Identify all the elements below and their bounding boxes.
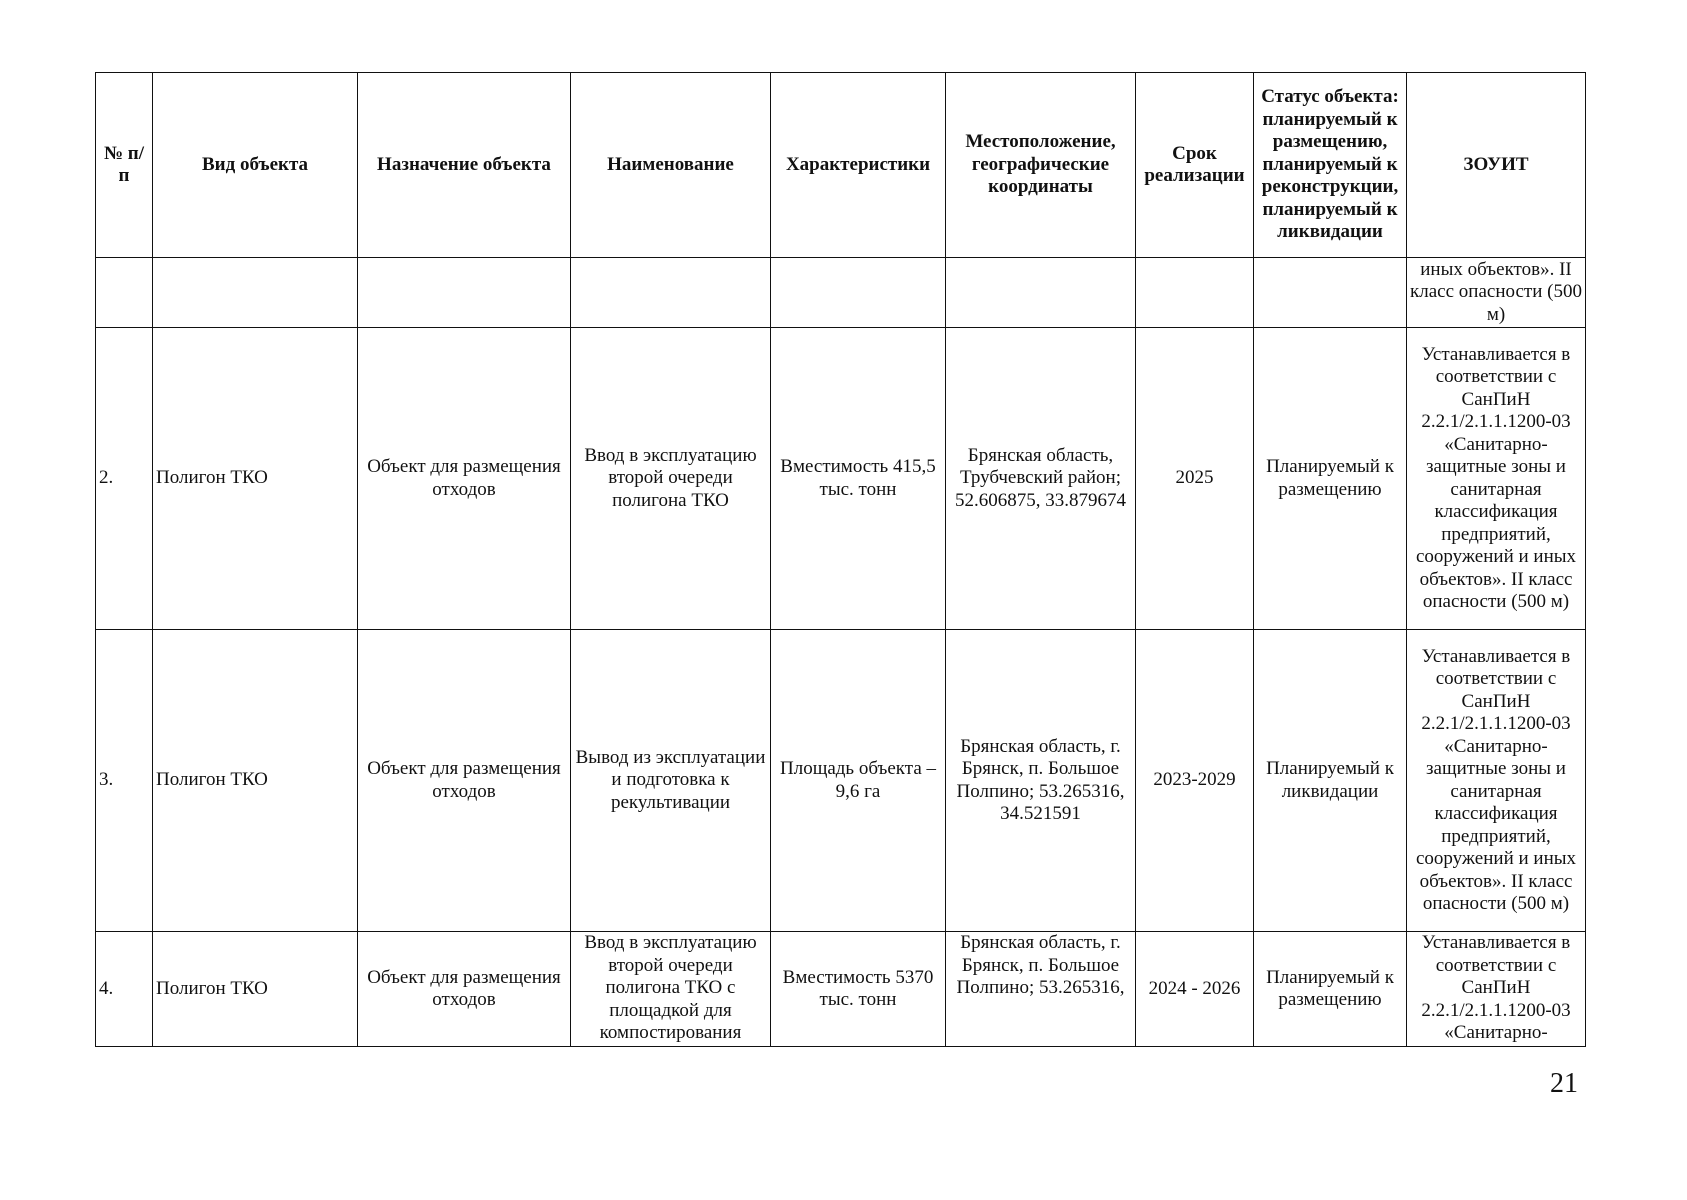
cell-num: 4. xyxy=(96,932,153,1047)
cell-num xyxy=(96,258,153,328)
cell-purpose: Объект для размещения отходов xyxy=(358,932,571,1047)
table-body xyxy=(96,258,1586,1047)
cell-status: Планируемый к размещению xyxy=(1254,932,1407,1047)
cell-term: 2023-2029 xyxy=(1136,630,1254,932)
cell-name xyxy=(571,258,771,328)
header-zone: ЗОУИТ xyxy=(1407,73,1586,258)
cell-name: Ввод в эксплуатацию второй очереди полигона ТКО с площадкой для компостирования xyxy=(571,932,771,1047)
header-characteristics: Характеристики xyxy=(771,73,946,258)
table-header xyxy=(96,73,1586,258)
cell-type: Полигон ТКО xyxy=(153,932,358,1047)
cell-status: Планируемый к ликвидации xyxy=(1254,630,1407,932)
page-number: 21 xyxy=(1550,1068,1578,1099)
cell-num: 2. xyxy=(96,328,153,630)
header-row xyxy=(96,73,1586,258)
cell-zone: иных объектов». II класс опасности (500 м) xyxy=(1407,258,1586,328)
cell-term: 2025 xyxy=(1136,328,1254,630)
cell-zone: Устанавливается в соответствии с СанПиН 2.2.1/2.1.1.1200-03 «Санитарно-защитные зоны и санитарная классификация предприятий, сооружений и иных объектов». II класс опасности (500 м) xyxy=(1407,328,1586,630)
cell-characteristics: Площадь объекта – 9,6 га xyxy=(771,630,946,932)
cell-name: Вывод из эксплуатации и подготовка к рекультивации xyxy=(571,630,771,932)
cell-characteristics xyxy=(771,258,946,328)
cell-purpose xyxy=(358,258,571,328)
header-location: Местоположение, географические координаты xyxy=(946,73,1136,258)
cell-type: Полигон ТКО xyxy=(153,328,358,630)
cell-zone: Устанавливается в соответствии с СанПиН 2.2.1/2.1.1.1200-03 «Санитарно-защитные зоны и санитарная классификация предприятий, сооружений и иных объектов». II класс опасности (500 м) xyxy=(1407,630,1586,932)
header-name: Наименование xyxy=(571,73,771,258)
header-purpose: Назначение объекта xyxy=(358,73,571,258)
cell-term xyxy=(1136,258,1254,328)
cell-status xyxy=(1254,258,1407,328)
cell-num: 3. xyxy=(96,630,153,932)
header-status: Статус объекта: планируемый к размещению, планируемый к реконструкции, планируемый к ликвидации xyxy=(1254,73,1407,258)
cell-zone: Устанавливается в соответствии с СанПиН 2.2.1/2.1.1.1200-03 «Санитарно- xyxy=(1407,932,1586,1047)
table-row xyxy=(96,932,1586,1047)
cell-location: Брянская область, Трубчевский район; 52.606875, 33.879674 xyxy=(946,328,1136,630)
cell-characteristics: Вместимость 415,5 тыс. тонн xyxy=(771,328,946,630)
cell-purpose: Объект для размещения отходов xyxy=(358,328,571,630)
table-row xyxy=(96,328,1586,630)
cell-location: Брянская область, г. Брянск, п. Большое Полпино; 53.265316, 34.521591 xyxy=(946,630,1136,932)
cell-type xyxy=(153,258,358,328)
cell-purpose: Объект для размещения отходов xyxy=(358,630,571,932)
cell-location xyxy=(946,258,1136,328)
cell-characteristics: Вместимость 5370 тыс. тонн xyxy=(771,932,946,1047)
table-row-continuation xyxy=(96,258,1586,328)
header-num: № п/п xyxy=(96,73,153,258)
cell-name: Ввод в эксплуатацию второй очереди полигона ТКО xyxy=(571,328,771,630)
table-row xyxy=(96,630,1586,932)
cell-location: Брянская область, г. Брянск, п. Большое Полпино; 53.265316, xyxy=(946,932,1136,1047)
cell-status: Планируемый к размещению xyxy=(1254,328,1407,630)
header-term: Срок реализации xyxy=(1136,73,1254,258)
cell-term: 2024 - 2026 xyxy=(1136,932,1254,1047)
cell-type: Полигон ТКО xyxy=(153,630,358,932)
objects-table xyxy=(95,72,1586,1047)
header-type: Вид объекта xyxy=(153,73,358,258)
